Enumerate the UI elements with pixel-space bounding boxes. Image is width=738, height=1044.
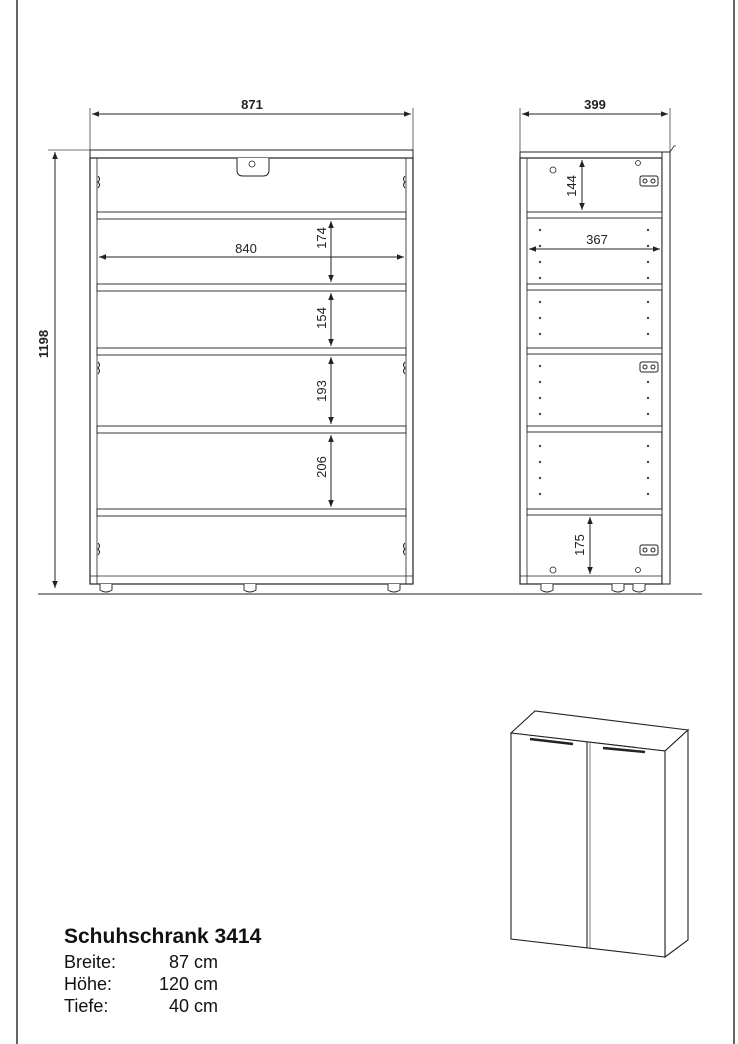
side-shelf — [527, 284, 662, 290]
side-shelf — [527, 509, 662, 515]
front-shelf — [97, 348, 406, 355]
shelf-gap-label: 193 — [314, 380, 329, 402]
inner-depth-dimension-label: 367 — [586, 232, 608, 247]
product-title: Schuhschrank 3414 — [64, 925, 262, 948]
side-gap-label: 175 — [572, 534, 587, 556]
perspective-front — [511, 733, 665, 957]
door-edge — [662, 152, 670, 584]
spec-value: 120 cm — [158, 974, 218, 994]
depth-dimension-label: 399 — [584, 97, 606, 112]
spec-label: Tiefe: — [64, 996, 109, 1016]
front-view — [36, 97, 413, 592]
side-gap-label: 144 — [564, 175, 579, 197]
inner-width-dimension-label: 840 — [235, 241, 257, 256]
side-shelf — [527, 212, 662, 218]
width-dimension-label: 871 — [241, 97, 263, 112]
spec-label: Breite: — [64, 952, 117, 972]
perspective-view — [511, 711, 688, 957]
spec-value: 87 cm — [168, 952, 218, 972]
shelf-gap-label: 206 — [314, 456, 329, 478]
height-dimension-label: 1198 — [36, 329, 51, 359]
spec-label: Höhe: — [64, 974, 113, 994]
side-feet — [541, 584, 645, 592]
shelf-gap-label: 174 — [314, 227, 329, 249]
side-view — [520, 97, 676, 592]
spec-row-height — [64, 973, 261, 995]
feet — [100, 584, 400, 592]
front-shelf — [97, 212, 406, 219]
shelf-gap-label: 154 — [314, 307, 329, 329]
side-shelf — [527, 348, 662, 354]
front-shelf — [97, 284, 406, 291]
front-shelf — [97, 426, 406, 433]
side-shelf — [527, 426, 662, 432]
front-carcass — [90, 158, 413, 584]
product-caption — [64, 925, 261, 1017]
spec-row-width — [64, 951, 261, 973]
front-shelf — [97, 509, 406, 516]
spec-row-depth — [64, 995, 261, 1017]
spec-value: 40 cm — [168, 996, 218, 1016]
